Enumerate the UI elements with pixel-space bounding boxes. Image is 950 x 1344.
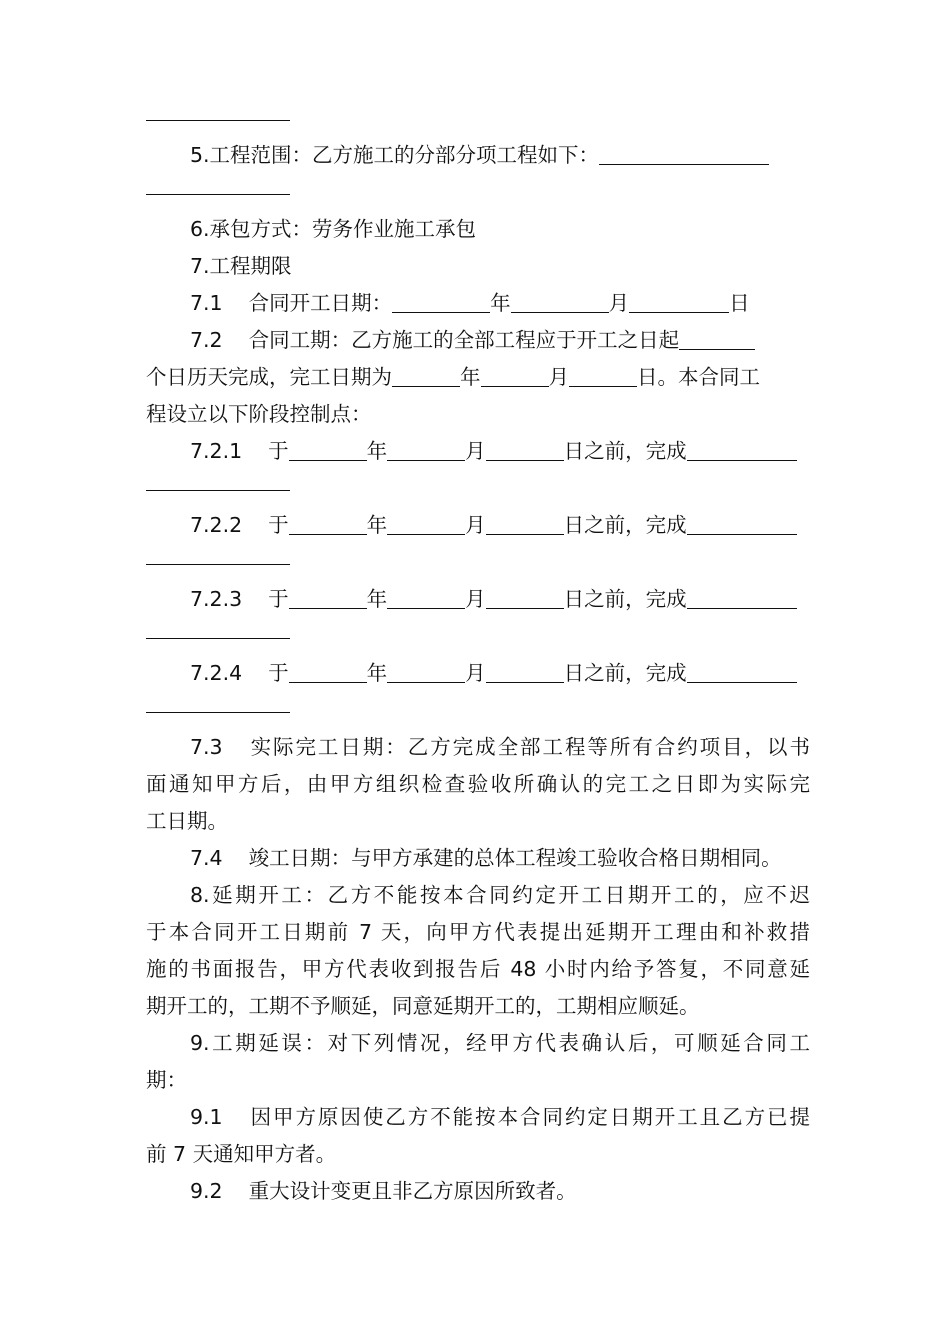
clause-7-2-line-3 xyxy=(146,396,810,433)
fill-in-blank xyxy=(387,512,465,535)
month-label: 月 xyxy=(465,587,486,611)
clause-8-text: 8.延期开工：乙方不能按本合同约定开工日期开工的，应不迟 xyxy=(190,883,810,907)
fill-in-blank xyxy=(679,327,755,350)
clause-7-3-text: 面通知甲方后，由甲方组织检查验收所确认的完工之日即为实际完 xyxy=(146,772,810,796)
clause-number: 7.2.4 xyxy=(190,661,243,685)
month-label: 月 xyxy=(608,291,630,315)
month-label: 月 xyxy=(465,513,486,537)
fill-in-blank xyxy=(486,512,564,535)
clause-5-line-2 xyxy=(146,174,810,211)
month-label: 月 xyxy=(465,439,486,463)
clause-number: 7.4 xyxy=(190,846,223,870)
clause-8-line-4 xyxy=(146,988,810,1025)
fill-in-blank xyxy=(387,586,465,609)
clause-9-2-text: 重大设计变更且非乙方原因所致者。 xyxy=(248,1179,577,1203)
clause-9-text: 期： xyxy=(146,1068,187,1092)
clause-8-text: 期开工的，工期不予顺延，同意延期开工的，工期相应顺延。 xyxy=(146,994,700,1018)
fill-in-blank xyxy=(687,438,797,461)
fill-in-blank xyxy=(146,174,290,195)
milestone-7-2-3-continuation xyxy=(146,618,810,655)
fill-in-blank xyxy=(289,660,367,683)
month-label: 月 xyxy=(548,365,569,389)
milestone-7-2-4-continuation xyxy=(146,692,810,729)
fill-in-blank xyxy=(687,586,797,609)
clause-number: 9.1 xyxy=(190,1105,223,1129)
clause-7-2-line-2 xyxy=(146,359,810,396)
clause-7-3-text: 实际完工日期：乙方完成全部工程等所有合约项目，以书 xyxy=(248,735,810,759)
clause-7-3-text: 工日期。 xyxy=(146,809,228,833)
fill-in-blank xyxy=(599,142,769,165)
milestone-suffix: 日之前，完成 xyxy=(563,439,687,463)
clause-9-line-1 xyxy=(146,1025,810,1062)
year-label: 年 xyxy=(366,661,388,685)
fill-in-blank xyxy=(569,364,637,387)
clause-5-label: 5.工程范围：乙方施工的分部分项工程如下： xyxy=(190,143,600,167)
clause-number: 7.3 xyxy=(190,735,223,759)
clause-number: 9.2 xyxy=(190,1179,223,1203)
clause-9-line-2 xyxy=(146,1062,810,1099)
clause-7-2-text: 合同工期：乙方施工的全部工程应于开工之日起 xyxy=(248,328,680,352)
fill-in-blank xyxy=(289,512,367,535)
clause-8-line-2 xyxy=(146,914,810,951)
milestone-7-2-3 xyxy=(146,581,810,618)
milestone-7-2-4 xyxy=(146,655,810,692)
clause-number: 7.2 xyxy=(190,328,223,352)
fill-in-blank xyxy=(146,544,290,565)
milestone-suffix: 日之前，完成 xyxy=(563,587,687,611)
fill-in-blank xyxy=(687,512,797,535)
clause-7-4-text: 竣工日期：与甲方承建的总体工程竣工验收合格日期相同。 xyxy=(248,846,782,870)
clause-9-text: 9.工期延误：对下列情况，经甲方代表确认后，可顺延合同工 xyxy=(190,1031,810,1055)
fill-in-blank xyxy=(511,290,609,313)
clause-6-text: 6.承包方式：劳务作业施工承包 xyxy=(190,217,477,241)
milestone-suffix: 日之前，完成 xyxy=(563,513,687,537)
clause-number: 7.2.1 xyxy=(190,439,243,463)
clause-9-1-line-1 xyxy=(146,1099,810,1136)
fill-in-blank xyxy=(146,100,290,121)
clause-number: 7.2.2 xyxy=(190,513,243,537)
fill-in-blank xyxy=(387,660,465,683)
clause-7-4 xyxy=(146,840,810,877)
fill-in-blank xyxy=(481,364,549,387)
clause-7-2-text: 日。本合同工 xyxy=(637,365,760,389)
milestone-7-2-1 xyxy=(146,433,810,470)
milestone-prefix: 于 xyxy=(268,661,289,685)
fill-in-blank xyxy=(486,660,564,683)
clause-5-line-1 xyxy=(146,137,810,174)
clause-7-2-text: 个日历天完成，完工日期为 xyxy=(146,365,392,389)
clause-7-heading xyxy=(146,248,810,285)
fill-in-blank xyxy=(392,364,460,387)
fill-in-blank xyxy=(387,438,465,461)
clause-7-3-line-3 xyxy=(146,803,810,840)
fill-in-blank xyxy=(146,692,290,713)
clause-9-2 xyxy=(146,1173,810,1210)
document-page xyxy=(146,100,810,1210)
milestone-7-2-1-continuation xyxy=(146,470,810,507)
day-label: 日 xyxy=(729,291,750,315)
clause-8-text: 施的书面报告，甲方代表收到报告后 48 小时内给予答复，不同意延 xyxy=(146,957,810,981)
year-label: 年 xyxy=(366,513,388,537)
clause-6 xyxy=(146,211,810,248)
fill-in-blank xyxy=(629,290,729,313)
year-label: 年 xyxy=(366,439,388,463)
clause-8-line-3 xyxy=(146,951,810,988)
clause-9-1-text: 因甲方原因使乙方不能按本合同约定日期开工且乙方已提 xyxy=(248,1105,810,1129)
clause-9-1-text: 前 7 天通知甲方者。 xyxy=(146,1142,337,1166)
clause-8-line-1 xyxy=(146,877,810,914)
clause-number: 7.2.3 xyxy=(190,587,243,611)
clause-7-1-label: 合同开工日期： xyxy=(248,291,393,315)
fill-in-blank xyxy=(146,470,290,491)
fill-in-blank xyxy=(146,618,290,639)
clause-8-text: 于本合同开工日期前 7 天，向甲方代表提出延期开工理由和补救措 xyxy=(146,920,810,944)
milestone-prefix: 于 xyxy=(268,513,289,537)
fill-in-blank xyxy=(687,660,797,683)
milestone-7-2-2 xyxy=(146,507,810,544)
year-label: 年 xyxy=(460,365,481,389)
fill-in-blank xyxy=(486,586,564,609)
clause-7-text: 7.工程期限 xyxy=(190,254,292,278)
milestone-prefix: 于 xyxy=(268,587,289,611)
blank-continuation-line xyxy=(146,100,810,137)
clause-7-3-line-2 xyxy=(146,766,810,803)
fill-in-blank xyxy=(486,438,564,461)
clause-number: 7.1 xyxy=(190,291,223,315)
fill-in-blank xyxy=(289,438,367,461)
month-label: 月 xyxy=(465,661,486,685)
year-label: 年 xyxy=(490,291,511,315)
clause-7-3-line-1 xyxy=(146,729,810,766)
year-label: 年 xyxy=(366,587,388,611)
milestone-prefix: 于 xyxy=(268,439,289,463)
clause-7-2-line-1 xyxy=(146,322,810,359)
clause-7-1 xyxy=(146,285,810,322)
fill-in-blank xyxy=(392,290,490,313)
clause-7-2-text: 程设立以下阶段控制点： xyxy=(146,402,372,426)
milestone-7-2-2-continuation xyxy=(146,544,810,581)
milestone-suffix: 日之前，完成 xyxy=(563,661,687,685)
fill-in-blank xyxy=(289,586,367,609)
clause-9-1-line-2 xyxy=(146,1136,810,1173)
